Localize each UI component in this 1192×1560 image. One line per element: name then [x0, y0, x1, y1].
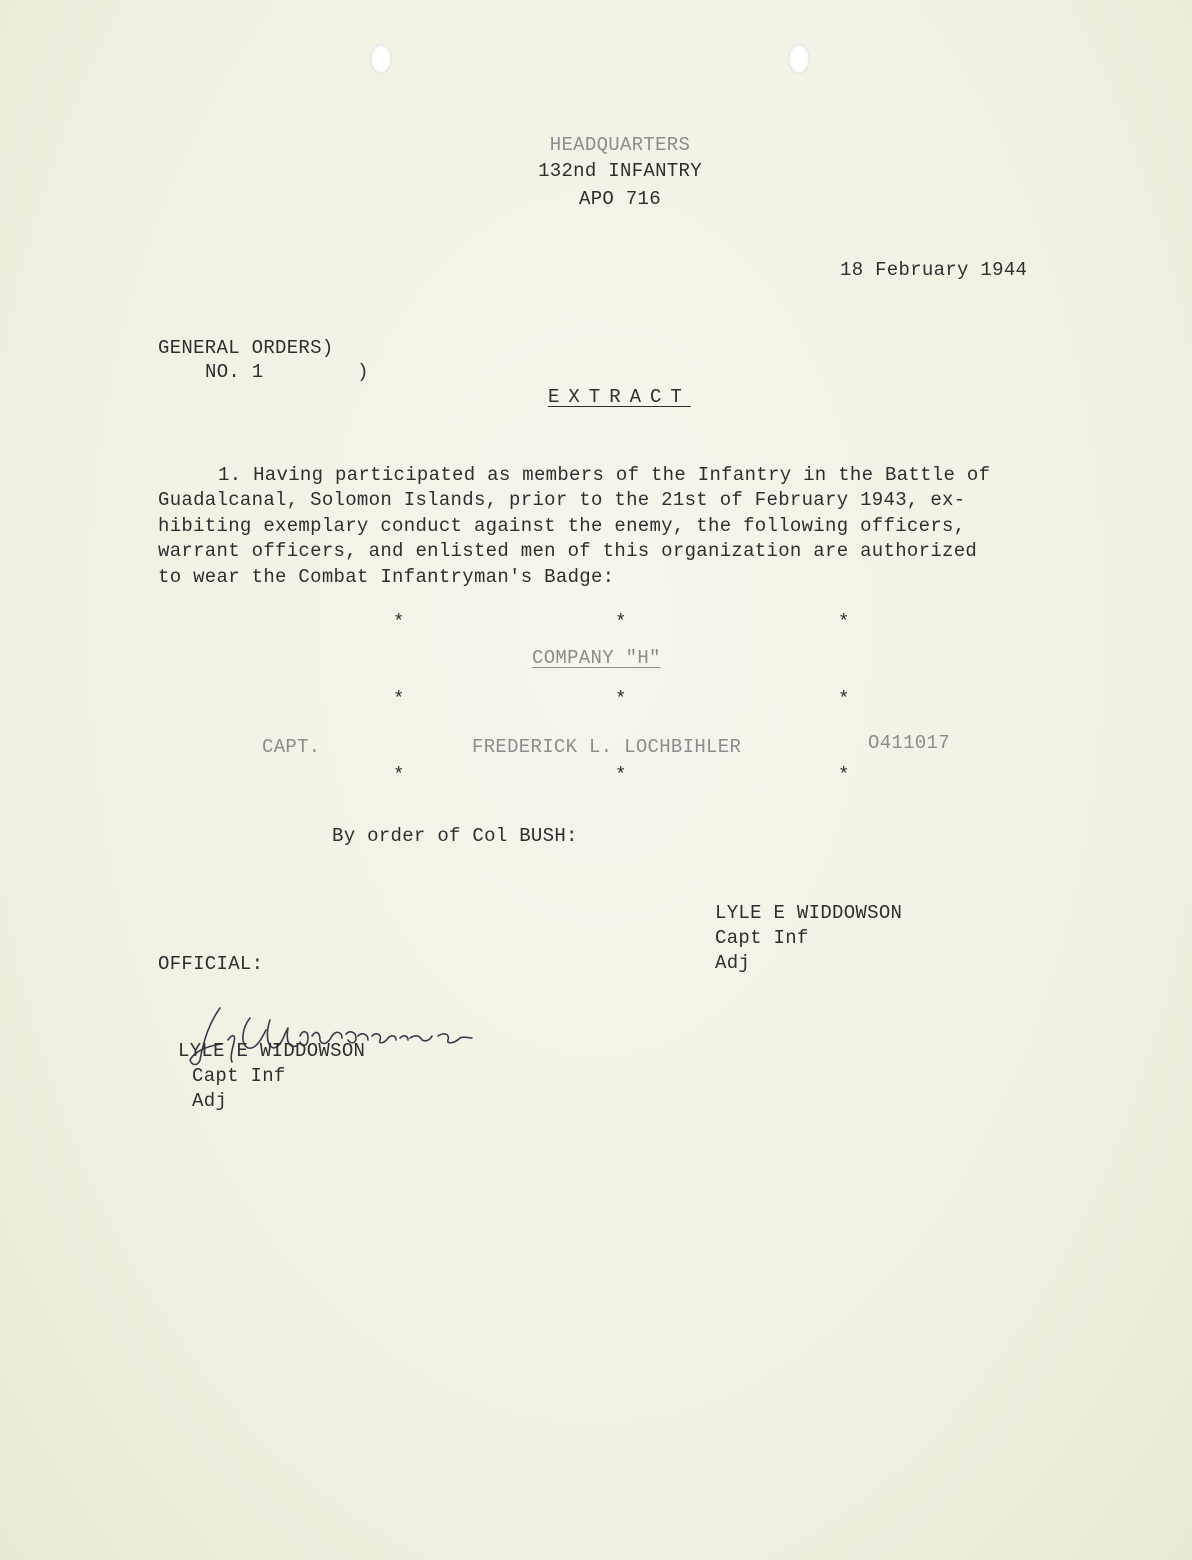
order-by-line: By order of Col BUSH: [332, 825, 578, 847]
body-line-2: Guadalcanal, Solomon Islands, prior to the 21st of February 1943, ex- [158, 489, 966, 511]
official-label: OFFICIAL: [158, 953, 264, 975]
signer-role: Adj [715, 952, 751, 974]
company-heading: COMPANY "H" [532, 647, 661, 669]
punch-hole-left [370, 44, 392, 74]
separator-asterisk: * [838, 764, 850, 786]
body-line-5: to wear the Combat Infantryman's Badge: [158, 566, 615, 588]
separator-asterisk: * [838, 688, 850, 710]
separator-asterisk: * [393, 688, 405, 710]
punch-hole-right [788, 44, 810, 74]
signer-title: Capt Inf [715, 927, 809, 949]
roster-rank: CAPT. [262, 736, 321, 758]
body-line-4: warrant officers, and enlisted men of this organization are authorized [158, 540, 978, 562]
general-orders-label: GENERAL ORDERS) [158, 337, 334, 359]
document-date: 18 February 1944 [840, 259, 1028, 281]
separator-asterisk: * [393, 764, 405, 786]
separator-asterisk: * [615, 764, 627, 786]
separator-asterisk: * [615, 611, 627, 633]
body-line-3: hibiting exemplary conduct against the enemy, the following officers, [158, 515, 966, 537]
header-headquarters: HEADQUARTERS [549, 134, 691, 156]
official-name: LYLE E WIDDOWSON [178, 1040, 366, 1062]
separator-asterisk: * [838, 611, 850, 633]
header-unit: 132nd INFANTRY [538, 160, 702, 182]
separator-asterisk: * [393, 611, 405, 633]
extract-title: EXTRACT [548, 386, 691, 408]
official-role: Adj [192, 1090, 228, 1112]
separator-asterisk: * [615, 688, 627, 710]
header-apo: APO 716 [579, 188, 661, 210]
roster-name: FREDERICK L. LOCHBIHLER [472, 736, 742, 758]
official-title: Capt Inf [192, 1065, 286, 1087]
signer-name: LYLE E WIDDOWSON [715, 902, 903, 924]
general-orders-number: NO. 1 ) [205, 361, 369, 383]
body-line-1: 1. Having participated as members of the Infantry in the Battle of [218, 464, 991, 486]
roster-serial: O411017 [868, 732, 950, 754]
